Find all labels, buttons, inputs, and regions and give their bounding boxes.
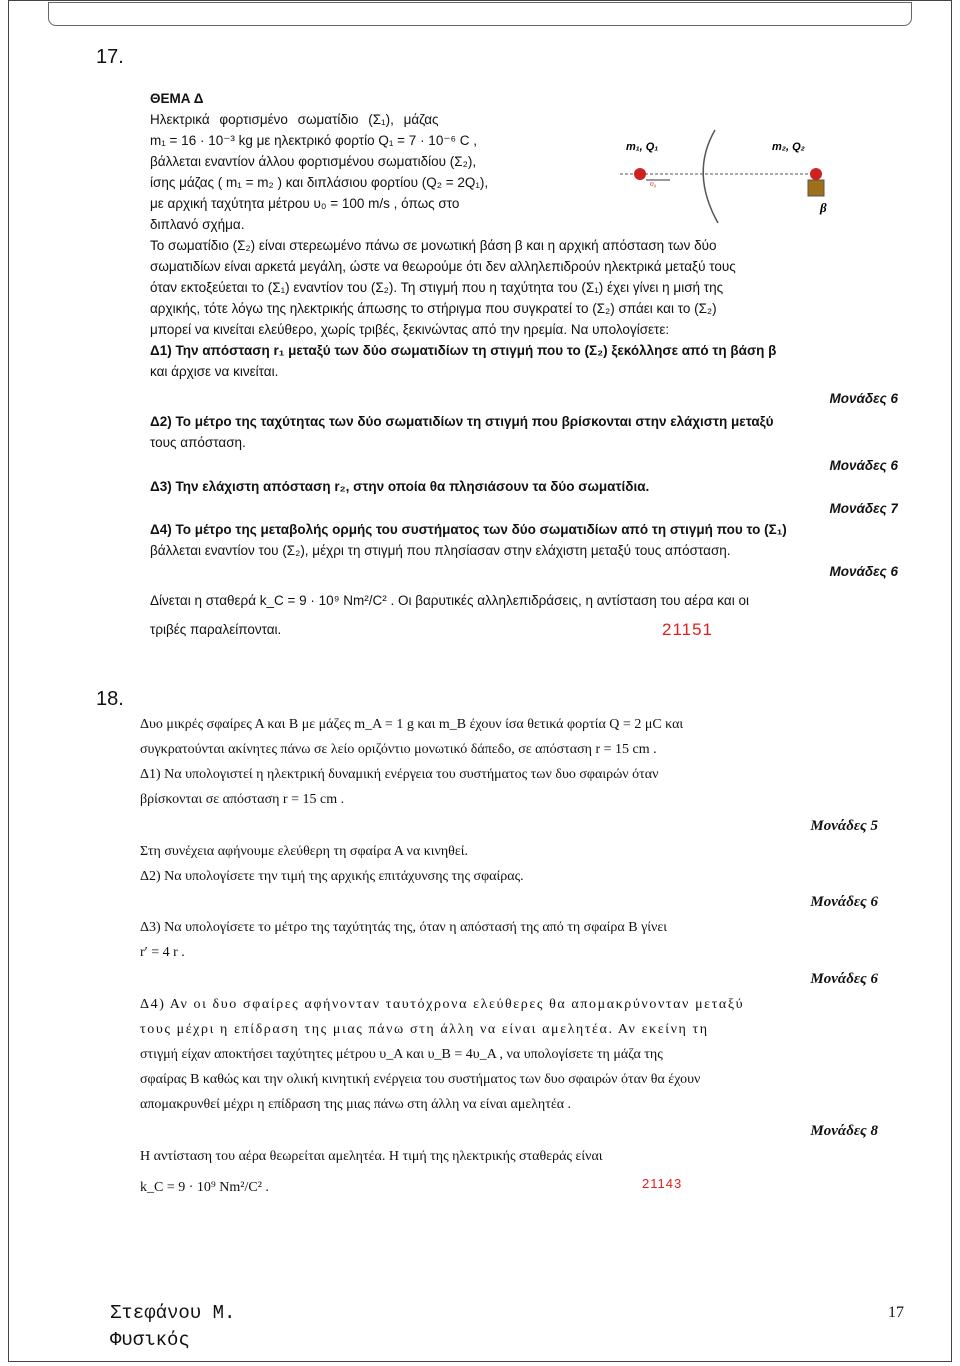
page-number: 17 bbox=[888, 1304, 904, 1321]
q18-text-line: Δυο μικρές σφαίρες Α και Β με μάζες m_A = 1 g και m_B έχουν ίσα θετικά φορτία Q = 2 μC και bbox=[140, 717, 684, 732]
q17-text-line: m₁ = 16 · 10⁻³ kg με ηλεκτρικό φορτίο Q₁ = 7 · 10⁻⁶ C , bbox=[150, 133, 478, 148]
question-number-17: 17. bbox=[96, 46, 124, 68]
q18-text-line: σφαίρας Β καθώς και την ολική κινητική ενέργεια του συστήματος των δυο σφαιρών όταν θα έχουν bbox=[140, 1072, 701, 1087]
q18-d2: Δ2) Να υπολογίσετε την τιμή της αρχικής επιτάχυνσης της σφαίρας. bbox=[140, 869, 524, 884]
q17-text-line: σωματιδίων είναι αρκετά μεγάλη, ώστε να θεωρούμε ότι δεν αλληλεπιδρούν ηλεκτρικά μεταξύ τους bbox=[150, 259, 736, 274]
figure-label-left: m₁, Q₁ bbox=[626, 141, 659, 153]
base-label: β bbox=[820, 200, 827, 215]
q17-text-line: και άρχισε να κινείται. bbox=[150, 364, 279, 379]
q17-text-line: βάλλεται εναντίον του (Σ₂), μέχρι τη στιγμή που πλησίασαν στην ελάχιστη μεταξύ τους απόσταση. bbox=[150, 543, 731, 558]
q17-points-d3: Μονάδες 7 bbox=[829, 501, 898, 516]
q17-points-d2: Μονάδες 6 bbox=[829, 458, 898, 473]
question-number-18: 18. bbox=[96, 688, 124, 710]
q18-text-line: Η αντίσταση του αέρα θεωρείται αμελητέα. Η τιμή της ηλεκτρικής σταθεράς είναι bbox=[140, 1149, 603, 1164]
q18-points-d1: Μονάδες 5 bbox=[810, 818, 878, 834]
q18-text-line: βρίσκονται σε απόσταση r = 15 cm . bbox=[140, 792, 345, 807]
velocity-label: υ₀ bbox=[650, 179, 657, 188]
q17-d2: Δ2) Το μέτρο της ταχύτητας των δύο σωματιδίων τη στιγμή που βρίσκονται στην ελάχιστη μεταξύ bbox=[150, 414, 774, 429]
q17-text-line: διπλανό σχήμα. bbox=[150, 217, 245, 232]
particle-1 bbox=[634, 168, 646, 180]
footer-author: Στεφάνου Μ. bbox=[110, 1302, 236, 1324]
q17-last-line bbox=[150, 619, 898, 640]
q17-points-d4: Μονάδες 6 bbox=[829, 564, 898, 579]
q18-text-line: Στη συνέχεια αφήνουμε ελεύθερη τη σφαίρα Α να κινηθεί. bbox=[140, 844, 469, 859]
q17-d3: Δ3) Την ελάχιστη απόσταση r₂, στην οποία θα πλησιάσουν τα δύο σωματίδια. bbox=[150, 479, 650, 494]
insulating-base bbox=[808, 180, 824, 196]
q17-text-line: με αρχική ταχύτητα μέτρου υ₀ = 100 m/s , όπως στο bbox=[150, 196, 460, 211]
q18-text-line: συγκρατούνται ακίνητες πάνω σε λείο οριζόντιο μονωτικό δάπεδο, σε απόσταση r = 15 cm . bbox=[140, 742, 657, 757]
q17-text-line: όταν εκτοξεύεται το (Σ₁) εναντίον του (Σ₂). Τη στιγμή που η ταχύτητα του (Σ₁) έχει γίνει η μισή της bbox=[150, 280, 724, 295]
particle-2 bbox=[810, 168, 822, 180]
footer-author-block bbox=[110, 1300, 235, 1354]
trajectory-arc bbox=[703, 130, 718, 223]
q18-text-line: τους μέχρι η επίδραση της μιας πάνω στη άλλη να είναι αμελητέα. Αν εκείνη τη bbox=[140, 1022, 709, 1037]
q18-text-line: απομακρυνθεί μέχρι η επίδραση της μιας πάνω στη άλλη να είναι αμελητέα . bbox=[140, 1097, 572, 1112]
q17-text-line: βάλλεται εναντίον άλλου φορτισμένου σωματιδίου (Σ₂), bbox=[150, 154, 477, 169]
q18-constants-row bbox=[140, 1175, 878, 1200]
q17-heading: ΘΕΜΑ Δ bbox=[150, 91, 204, 106]
q17-text-line: μπορεί να κινείται ελεύθερο, χωρίς τριβές, ξεκινώντας από την ηρεμία. Να υπολογίσετε: bbox=[150, 322, 670, 337]
q17-text-line: τριβές παραλείπονται. bbox=[150, 622, 282, 637]
q18-points-d2: Μονάδες 6 bbox=[810, 894, 878, 910]
header-decoration bbox=[48, 2, 912, 26]
q18-points-d3: Μονάδες 6 bbox=[810, 971, 878, 987]
q18-text-line: στιγμή είχαν αποκτήσει ταχύτητες μέτρου υ_A και υ_B = 4υ_A , να υπολογίσετε τη μάζα της bbox=[140, 1047, 663, 1062]
q18-d1: Δ1) Να υπολογιστεί η ηλεκτρική δυναμική ενέργεια του συστήματος των δυο σφαιρών όταν bbox=[140, 767, 659, 782]
q18-code: 21143 bbox=[642, 1176, 683, 1191]
q17-constants: Δίνεται η σταθερά k_C = 9 · 10⁹ Nm²/C² . Οι βαρυτικές αλληλεπιδράσεις, η αντίσταση του αέρα και οι bbox=[150, 593, 749, 608]
q18-d3: Δ3) Να υπολογίσετε το μέτρο της ταχύτητάς της, όταν η απόστασή της από τη σφαίρα Β γίνει bbox=[140, 920, 667, 935]
q17-d1: Δ1) Την απόσταση r₁ μεταξύ των δύο σωματιδίων τη στιγμή που το (Σ₂) ξεκόλλησε από τη βάση β bbox=[150, 343, 777, 358]
figure-label-right: m₂, Q₂ bbox=[772, 141, 805, 153]
question-18-body bbox=[140, 712, 878, 1200]
q17-text-line: αρχικής, τότε λόγω της ηλεκτρικής άπωσης το στήριγμα που συγκρατεί το (Σ₂) σπάει και το (Σ₂) bbox=[150, 301, 717, 316]
q17-text-line: ίσης μάζας ( m₁ = m₂ ) και διπλάσιου φορτίου (Q₂ = 2Q₁), bbox=[150, 175, 489, 190]
q18-points-d4: Μονάδες 8 bbox=[810, 1123, 878, 1139]
q18-d4: Δ4) Αν οι δυο σφαίρες αφήνονταν ταυτόχρονα ελεύθερες θα απομακρύνονταν μεταξύ bbox=[140, 997, 745, 1012]
q17-code: 21151 bbox=[662, 620, 714, 639]
footer-role: Φυσικός bbox=[110, 1329, 190, 1351]
q17-d4: Δ4) Το μέτρο της μεταβολής ορμής του συστήματος των δύο σωματιδίων από τη στιγμή που το (Σ₁) bbox=[150, 522, 787, 537]
q17-figure bbox=[620, 128, 895, 228]
q17-text-line: Ηλεκτρικά φορτισμένο σωματίδιο (Σ₁), μάζας bbox=[150, 112, 439, 127]
q17-text-line: Το σωματίδιο (Σ₂) είναι στερεωμένο πάνω σε μονωτική βάση β και η αρχική απόσταση των δύο bbox=[150, 238, 717, 253]
q17-points-d1: Μονάδες 6 bbox=[829, 391, 898, 406]
q18-constants: k_C = 9 · 10⁹ Nm²/C² . bbox=[140, 1180, 269, 1195]
q17-text-line: τους απόσταση. bbox=[150, 435, 246, 450]
q18-text-line: r′ = 4 r . bbox=[140, 945, 185, 960]
